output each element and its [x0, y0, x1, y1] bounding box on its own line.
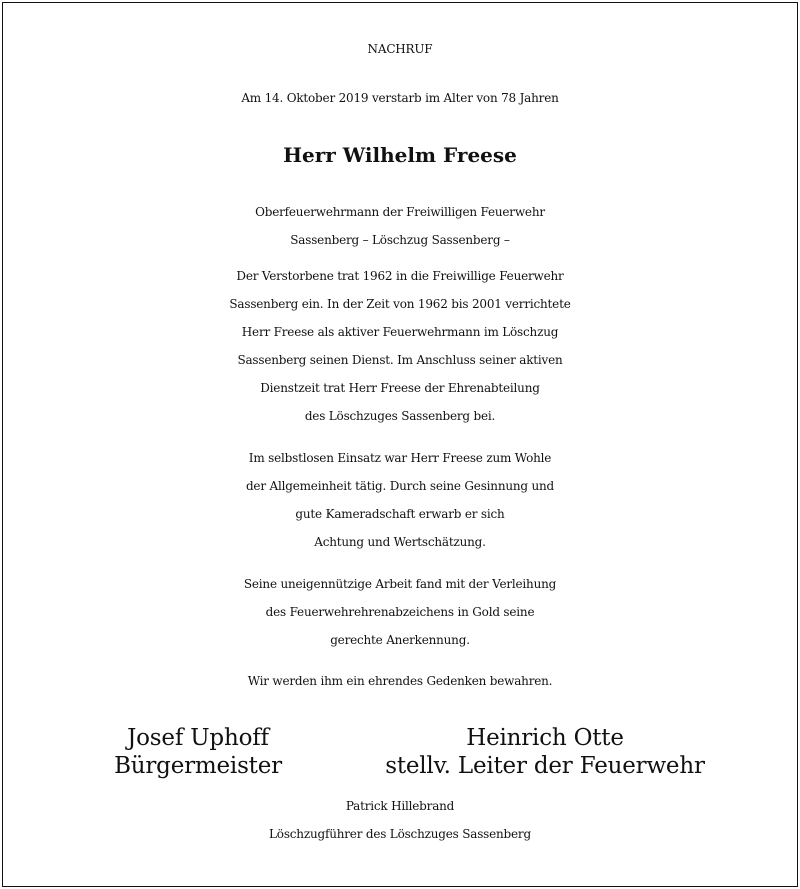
notice-heading: NACHRUF: [367, 42, 433, 56]
paragraph-line: gute Kameradschaft erwarb er sich: [295, 507, 505, 521]
rank-line: Sassenberg – Löschzug Sassenberg –: [290, 233, 510, 247]
signatory-title: Löschzugführer des Löschzuges Sassenberg: [269, 827, 531, 841]
paragraph-line: Dienstzeit trat Herr Freese der Ehrenabteilung: [260, 381, 540, 395]
paragraph-line: Herr Freese als aktiver Feuerwehrmann im Löschzug: [241, 325, 559, 339]
paragraph-line: des Löschzuges Sassenberg bei.: [304, 409, 496, 423]
paragraph-line: Sassenberg seinen Dienst. Im Anschluss seiner aktiven: [237, 353, 563, 367]
notice-intro: Am 14. Oktober 2019 verstarb im Alter von 78 Jahren: [241, 91, 559, 105]
paragraph-line: Der Verstorbene trat 1962 in die Freiwillige Feuerwehr: [236, 269, 564, 283]
paragraph-line: Sassenberg ein. In der Zeit von 1962 bis 2001 verrichtete: [229, 297, 571, 311]
paragraph-line: Seine uneigennützige Arbeit fand mit der Verleihung: [243, 577, 557, 591]
rank-line: Oberfeuerwehrmann der Freiwilligen Feuerwehr: [255, 205, 545, 219]
paragraph-line: gerechte Anerkennung.: [330, 633, 470, 647]
signatory-name: Patrick Hillebrand: [345, 799, 455, 813]
closing-line: Wir werden ihm ein ehrendes Gedenken bewahren.: [247, 674, 553, 688]
paragraph-line: des Feuerwehrehrenabzeichens in Gold seine: [265, 605, 535, 619]
paragraph-line: Achtung und Wertschätzung.: [314, 535, 486, 549]
signatory-title: Bürgermeister: [114, 753, 282, 779]
deceased-name: Herr Wilhelm Freese: [283, 143, 517, 167]
paragraph-line: der Allgemeinheit tätig. Durch seine Gesinnung und: [245, 479, 555, 493]
signatory-name: Heinrich Otte: [466, 725, 624, 751]
paragraph-line: Im selbstlosen Einsatz war Herr Freese zum Wohle: [248, 451, 552, 465]
signatory-name: Josef Uphoff: [127, 725, 269, 751]
signatory-title: stellv. Leiter der Feuerwehr: [385, 753, 705, 779]
